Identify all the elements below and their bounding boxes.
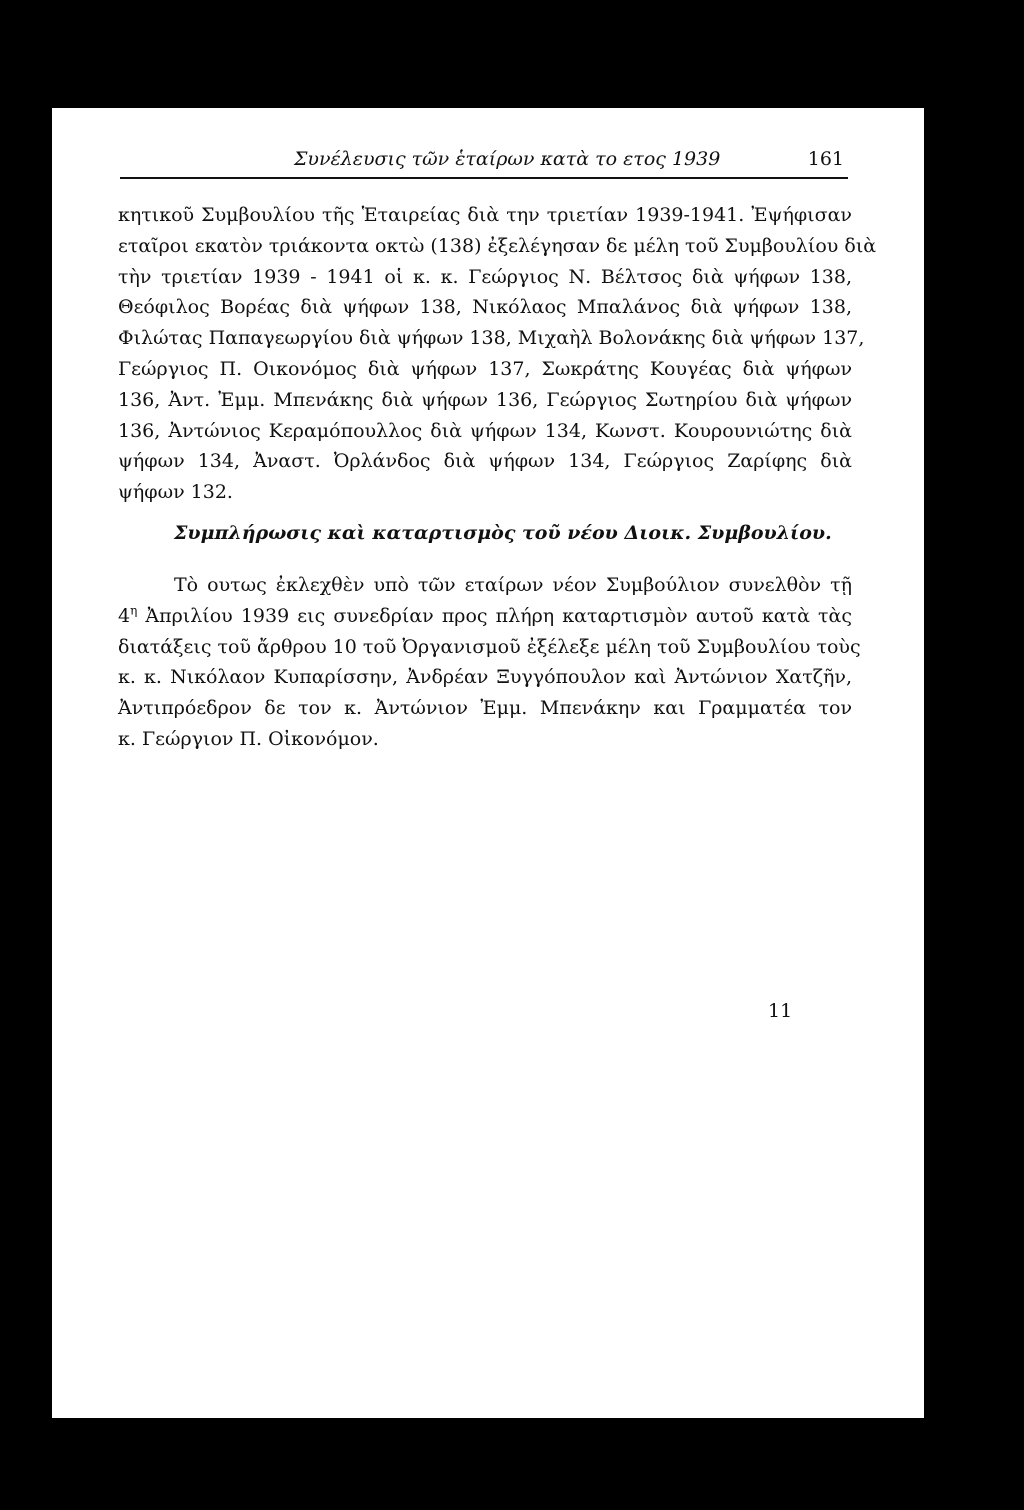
text-line: κ. κ. Νικόλαον Κυπαρίσσην, Ἀνδρέαν Ξυγγόπουλον καὶ Ἀντώνιον Χατζῆν,: [118, 666, 852, 689]
header-page-number: 161: [807, 148, 844, 170]
text-line-rest: Ἀπριλίου 1939 εις συνεδρίαν προς πλήρη καταρτισμὸν αυτοῦ κατὰ τὰς: [137, 604, 852, 627]
text-line: τὴν τριετίαν 1939 - 1941 οἱ κ. κ. Γεώργιος Ν. Βέλτσος διὰ ψήφων 138,: [118, 265, 852, 288]
text-line: κητικοῦ Συμβουλίου τῆς Ἑταιρείας διὰ την τριετίαν 1939-1941. Ἐψήφισαν: [118, 204, 852, 226]
text-line: 136, Ἀντ. Ἐμμ. Μπενάκης διὰ ψήφων 136, Γεώργιος Σωτηρίου διὰ ψήφων: [118, 388, 852, 411]
text-line: ψήφων 132.: [118, 481, 233, 504]
text-line: 136, Ἀντώνιος Κεραμόπουλλος διὰ ψήφων 134, Κωνστ. Κουρουνιώτης διὰ: [118, 419, 852, 442]
paragraph-election-results: [118, 200, 877, 508]
header-title: Συνέλευσις τῶν ἑταίρων κατὰ το ετος 1939: [294, 148, 721, 170]
ordinal-suffix: η: [130, 603, 138, 618]
text-line: Ἀντιπρόεδρον δε τον κ. Ἀντώνιον Ἐμμ. Μπενάκην και Γραμματέα τον: [118, 697, 852, 720]
text-line: ψήφων 134, Ἀναστ. Ὀρλάνδος διὰ ψήφων 134, Γεώργιος Ζαρίφης διὰ: [118, 450, 852, 473]
footer-number: 11: [768, 1000, 793, 1022]
section-heading: Συμπλήρωσις καὶ καταρτισμὸς τοῦ νέου Διοικ. Συμβουλίου.: [174, 522, 832, 544]
text-line: [118, 601, 852, 632]
ordinal-number: 4: [118, 604, 131, 627]
text-line: διατάξεις τοῦ ἄρθρου 10 τοῦ Ὀργανισμοῦ ἐξέλεξε μέλη τοῦ Συμβουλίου τοὺς: [118, 635, 861, 658]
text-line: Θεόφιλος Βορέας διὰ ψήφων 138, Νικόλαος Μπαλάνος διὰ ψήφων 138,: [118, 296, 852, 319]
paragraph-board-formation: [118, 570, 861, 755]
text-line: κ. Γεώργιον Π. Οἰκονόμον.: [118, 727, 379, 750]
text-line: εταῖροι εκατὸν τριάκοντα οκτὼ (138) ἐξελέγησαν δε μέλη τοῦ Συμβουλίου διὰ: [118, 234, 877, 257]
text-line: Τὸ ουτως ἐκλεχθὲν υπὸ τῶν εταίρων νέον Συμβούλιον συνελθὸν τῇ: [174, 574, 852, 596]
running-header: [120, 148, 848, 174]
header-rule: [120, 177, 848, 179]
text-line: Γεώργιος Π. Οικονόμος διὰ ψήφων 137, Σωκράτης Κουγέας διὰ ψήφων: [118, 357, 852, 380]
text-line: Φιλώτας Παπαγεωργίου διὰ ψήφων 138, Μιχαὴλ Βολονάκης διὰ ψήφων 137,: [118, 327, 865, 350]
